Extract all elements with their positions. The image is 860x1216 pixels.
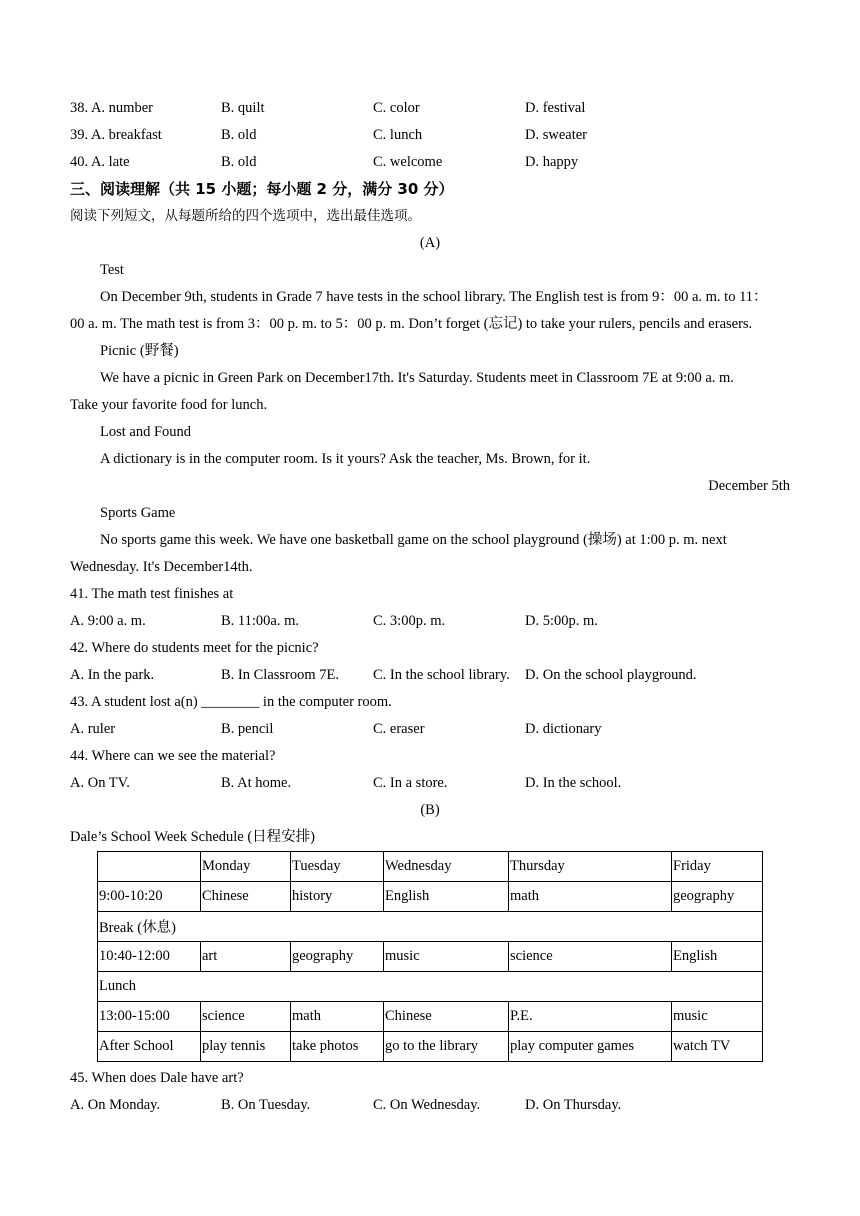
- option-c: C. lunch: [373, 127, 423, 143]
- table-cell: Friday: [672, 852, 763, 882]
- question-44-options: [70, 774, 790, 792]
- option-c: C. color: [373, 100, 420, 116]
- break-cell: Break (休息): [98, 912, 763, 942]
- table-row: [98, 882, 763, 912]
- question-39-options: [70, 126, 790, 144]
- option-a: 40. A. late: [70, 154, 130, 170]
- table-cell: geography: [672, 882, 763, 912]
- table-cell: Thursday: [509, 852, 672, 882]
- option-b: B. 11:00a. m.: [221, 613, 300, 629]
- option-b: B. On Tuesday.: [221, 1097, 311, 1113]
- option-a: A. ruler: [70, 721, 116, 737]
- schedule-title: Dale’s School Week Schedule (日程安排): [70, 829, 316, 845]
- lost-found-date: December 5th: [708, 478, 790, 494]
- lost-found-line-1: A dictionary is in the computer room. Is it yours? Ask the teacher, Ms. Brown, for it.: [100, 451, 591, 467]
- question-41-stem: 41. The math test finishes at: [70, 586, 234, 602]
- table-cell: art: [201, 942, 291, 972]
- section-instruction: 阅读下列短文，从每题所给的四个选项中，选出最佳选项。: [70, 208, 421, 224]
- table-cell: music: [672, 1002, 763, 1032]
- table-cell: Chinese: [384, 1002, 509, 1032]
- test-line-1: On December 9th, students in Grade 7 have tests in the school library. The English test is from 9：00 a. m. to 11：: [100, 289, 768, 305]
- option-c: C. In a store.: [373, 775, 448, 791]
- option-c: C. In the school library.: [373, 667, 510, 683]
- passage-b-label: (B): [420, 802, 440, 818]
- test-title: Test: [100, 262, 124, 278]
- table-cell: geography: [291, 942, 384, 972]
- option-b: B. old: [221, 127, 257, 143]
- table-cell: play tennis: [201, 1032, 291, 1062]
- option-b: B. old: [221, 154, 257, 170]
- table-cell: After School: [98, 1032, 201, 1062]
- picnic-title: Picnic (野餐): [100, 343, 179, 359]
- question-41-options: [70, 612, 790, 630]
- lunch-cell: Lunch: [98, 972, 763, 1002]
- table-row-lunch: [98, 972, 763, 1002]
- option-c: C. eraser: [373, 721, 425, 737]
- option-d: D. festival: [525, 100, 586, 116]
- table-cell: English: [384, 882, 509, 912]
- option-b: B. quilt: [221, 100, 265, 116]
- option-a: 39. A. breakfast: [70, 127, 162, 143]
- table-header-row: [98, 852, 763, 882]
- table-cell: Tuesday: [291, 852, 384, 882]
- question-45-options: [70, 1096, 790, 1114]
- question-40-options: [70, 153, 790, 171]
- option-a: A. In the park.: [70, 667, 155, 683]
- option-b: B. In Classroom 7E.: [221, 667, 340, 683]
- question-44-stem: 44. Where can we see the material?: [70, 748, 276, 764]
- sports-line-1: No sports game this week. We have one basketball game on the school playground (操场) at 1:00 p. m. next: [100, 532, 727, 548]
- table-cell: take photos: [291, 1032, 384, 1062]
- question-42-stem: 42. Where do students meet for the picnic?: [70, 640, 319, 656]
- table-row: [98, 1002, 763, 1032]
- picnic-line-1: We have a picnic in Green Park on December17th. It's Saturday. Students meet in Classroom 7E at 9:00 a. m.: [100, 370, 734, 386]
- question-45-stem: 45. When does Dale have art?: [70, 1070, 244, 1086]
- table-row: [98, 1032, 763, 1062]
- passage-a-label: (A): [419, 235, 441, 251]
- table-cell: watch TV: [672, 1032, 763, 1062]
- table-cell: music: [384, 942, 509, 972]
- table-cell: go to the library: [384, 1032, 509, 1062]
- picnic-line-2: Take your favorite food for lunch.: [70, 397, 268, 413]
- option-a: A. On Monday.: [70, 1097, 161, 1113]
- option-a: A. 9:00 a. m.: [70, 613, 146, 629]
- table-cell: English: [672, 942, 763, 972]
- option-d: D. happy: [525, 154, 579, 170]
- option-d: D. On Thursday.: [525, 1097, 622, 1113]
- option-d: D. sweater: [525, 127, 588, 143]
- option-c: C. welcome: [373, 154, 443, 170]
- option-c: C. 3:00p. m.: [373, 613, 446, 629]
- table-cell: math: [291, 1002, 384, 1032]
- question-38-options: [70, 99, 790, 117]
- table-cell: 13:00-15:00: [98, 1002, 201, 1032]
- table-cell: play computer games: [509, 1032, 672, 1062]
- option-d: D. In the school.: [525, 775, 622, 791]
- option-a: 38. A. number: [70, 100, 153, 116]
- option-d: D. 5:00p. m.: [525, 613, 598, 629]
- sports-line-2: Wednesday. It's December14th.: [70, 559, 253, 575]
- table-row-break: [98, 912, 763, 942]
- table-row: [98, 942, 763, 972]
- schedule-table: [97, 851, 763, 1062]
- lost-found-title: Lost and Found: [100, 424, 192, 440]
- table-cell: 10:40-12:00: [98, 942, 201, 972]
- table-cell: [98, 852, 201, 882]
- table-cell: 9:00-10:20: [98, 882, 201, 912]
- option-b: B. pencil: [221, 721, 274, 737]
- test-line-2: 00 a. m. The math test is from 3：00 p. m. to 5：00 p. m. Don’t forget (忘记) to take your rulers, pencils and erasers.: [70, 316, 753, 332]
- question-43-options: [70, 720, 790, 738]
- question-43-stem: 43. A student lost a(n) ________ in the computer room.: [70, 694, 392, 710]
- option-b: B. At home.: [221, 775, 292, 791]
- table-cell: Monday: [201, 852, 291, 882]
- option-d: D. dictionary: [525, 721, 602, 737]
- option-c: C. On Wednesday.: [373, 1097, 481, 1113]
- table-cell: Chinese: [201, 882, 291, 912]
- table-cell: Wednesday: [384, 852, 509, 882]
- table-cell: science: [509, 942, 672, 972]
- option-a: A. On TV.: [70, 775, 130, 791]
- table-cell: science: [201, 1002, 291, 1032]
- sports-title: Sports Game: [100, 505, 176, 521]
- table-cell: P.E.: [509, 1002, 672, 1032]
- table-cell: history: [291, 882, 384, 912]
- section-heading: 三、阅读理解（共 15 小题；每小题 2 分，满分 30 分）: [70, 180, 454, 198]
- option-d: D. On the school playground.: [525, 667, 697, 683]
- question-42-options: [70, 666, 790, 684]
- table-cell: math: [509, 882, 672, 912]
